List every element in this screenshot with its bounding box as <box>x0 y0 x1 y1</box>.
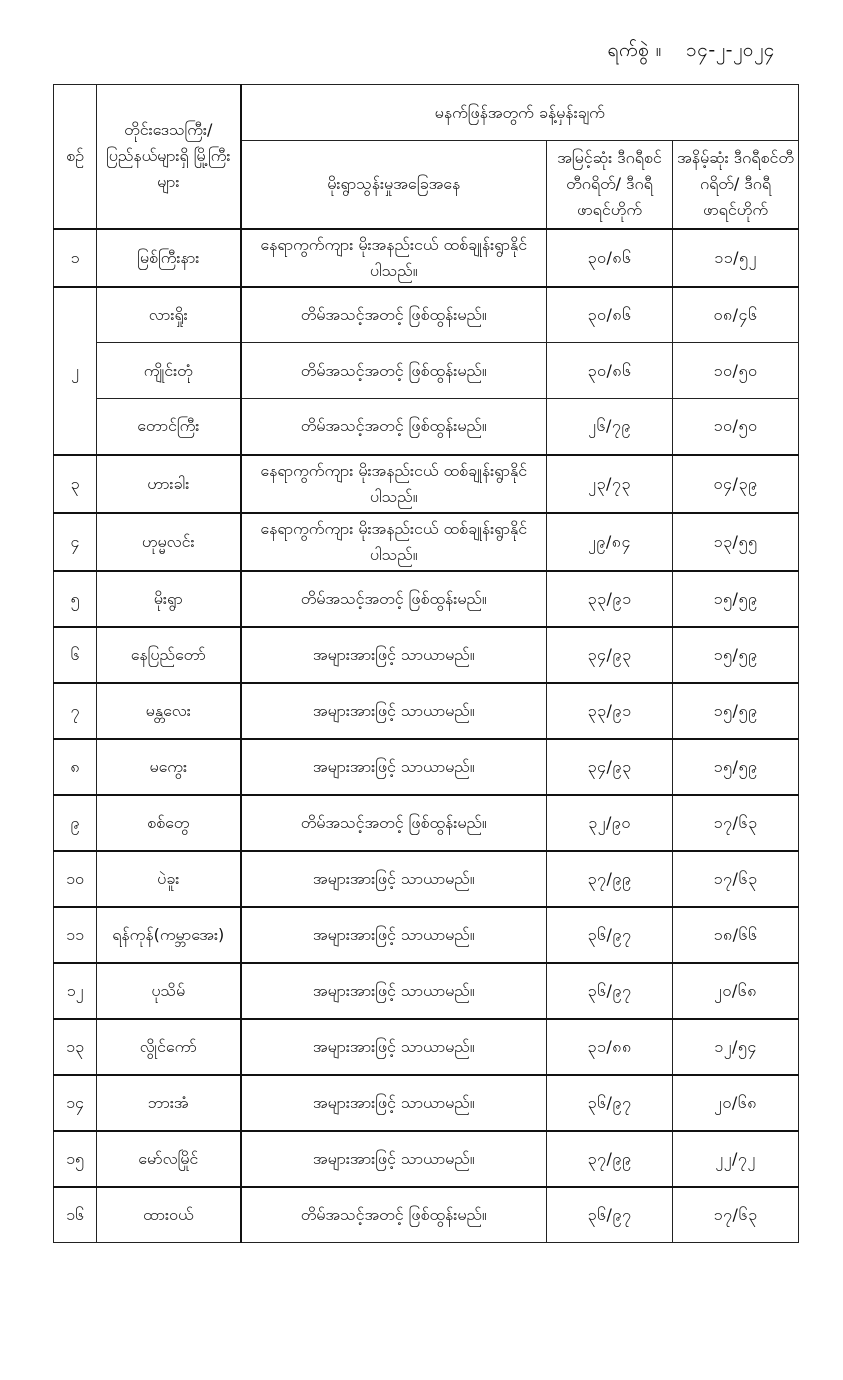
header-no: စဉ် <box>54 85 97 229</box>
row-city: ဘားအံ <box>97 1075 241 1131</box>
row-no: ၁ <box>54 229 97 287</box>
row-min: ၂၂/၇၂ <box>673 1131 799 1187</box>
row-max: ၃၁/၈၈ <box>547 1019 673 1075</box>
row-city: မန္တလေး <box>97 683 241 739</box>
row-city: စစ်တွေ <box>97 795 241 851</box>
row-no: ၁၆ <box>54 1187 97 1243</box>
row-no: ၆ <box>54 627 97 683</box>
header-min-temp: အနိမ့်ဆုံး ဒီဂရီစင်တီဂရိတ်/ ဒီဂရီဖာရင်ဟိုက် <box>673 141 799 229</box>
table-row <box>54 1075 799 1131</box>
report-date <box>608 38 775 66</box>
row-min: ၁၀/၅၀ <box>673 343 799 399</box>
row-weather: အများအားဖြင့် သာယာမည်။ <box>241 1075 547 1131</box>
row-weather: နေရာကွက်ကျား မိုးအနည်းငယ် ထစ်ချုန်းရွာနိုင်ပါသည်။ <box>241 455 547 513</box>
row-city: မော်လမြိုင် <box>97 1131 241 1187</box>
table-row <box>54 571 799 627</box>
row-min: ၁၅/၅၉ <box>673 683 799 739</box>
row-weather: အများအားဖြင့် သာယာမည်။ <box>241 1019 547 1075</box>
row-city: လွိုင်ကော် <box>97 1019 241 1075</box>
row-max: ၃၄/၉၃ <box>547 627 673 683</box>
row-no: ၁၃ <box>54 1019 97 1075</box>
row-city: ထားဝယ် <box>97 1187 241 1243</box>
row-max: ၃၃/၉၁ <box>547 683 673 739</box>
table-row <box>54 963 799 1019</box>
row-max: ၃၇/၉၉ <box>547 1131 673 1187</box>
row-city: ဟားခါး <box>97 455 241 513</box>
row-min: ၀၄/၃၉ <box>673 455 799 513</box>
row-no: ၁၂ <box>54 963 97 1019</box>
row-no: ၄ <box>54 513 97 571</box>
row-weather: အများအားဖြင့် သာယာမည်။ <box>241 683 547 739</box>
row-weather: အများအားဖြင့် သာယာမည်။ <box>241 739 547 795</box>
row-city: ရန်ကုန်(ကမ္ဘာအေး) <box>97 907 241 963</box>
table-row <box>54 1187 799 1243</box>
row-city: ပုသိမ် <box>97 963 241 1019</box>
table-row <box>54 795 799 851</box>
row-city: ကျိုင်းတုံ <box>97 343 241 399</box>
row-city: ပဲခူး <box>97 851 241 907</box>
row-min: ၂၀/၆၈ <box>673 963 799 1019</box>
row-min: ၁၇/၆၃ <box>673 851 799 907</box>
row-no: ၃ <box>54 455 97 513</box>
row-min: ၁၁/၅၂ <box>673 229 799 287</box>
header-city: တိုင်းဒေသကြီး/ ပြည်နယ်များရှိ မြို့ကြီးများ <box>97 85 241 229</box>
table-row <box>54 907 799 963</box>
row-max: ၂၆/၇၉ <box>547 399 673 455</box>
row-max: ၃၀/၈၆ <box>547 229 673 287</box>
row-min: ၁၅/၅၉ <box>673 739 799 795</box>
row-max: ၃၇/၉၉ <box>547 851 673 907</box>
row-no: ၁၁ <box>54 907 97 963</box>
date-label: ရက်စွဲ ။ <box>607 39 663 61</box>
row-weather: အများအားဖြင့် သာယာမည်။ <box>241 963 547 1019</box>
row-weather: တိမ်အသင့်အတင့် ဖြစ်ထွန်းမည်။ <box>241 399 547 455</box>
forecast-table <box>53 84 799 1243</box>
row-min: ၀၈/၄၆ <box>673 287 799 343</box>
row-no: ၉ <box>54 795 97 851</box>
table-row <box>54 1131 799 1187</box>
row-city: လားရှိုး <box>97 287 241 343</box>
row-max: ၃၆/၉၇ <box>547 1075 673 1131</box>
row-city: တောင်ကြီး <box>97 399 241 455</box>
header-forecast-group: မနက်ဖြန်အတွက် ခန့်မှန်းချက် <box>241 85 799 141</box>
table-row <box>54 455 799 513</box>
table-row <box>54 851 799 907</box>
row-city: နေပြည်တော် <box>97 627 241 683</box>
row-no: ၈ <box>54 739 97 795</box>
row-no: ၁၅ <box>54 1131 97 1187</box>
row-min: ၁၇/၆၃ <box>673 795 799 851</box>
row-no: ၂ <box>54 287 97 455</box>
table-row <box>54 287 799 343</box>
row-min: ၁၈/၆၆ <box>673 907 799 963</box>
row-max: ၂၉/၈၄ <box>547 513 673 571</box>
row-min: ၁၅/၅၉ <box>673 571 799 627</box>
row-max: ၃၂/၉၀ <box>547 795 673 851</box>
row-weather: အများအားဖြင့် သာယာမည်။ <box>241 1131 547 1187</box>
row-weather: တိမ်အသင့်အတင့် ဖြစ်ထွန်းမည်။ <box>241 571 547 627</box>
row-weather: တိမ်အသင့်အတင့် ဖြစ်ထွန်းမည်။ <box>241 287 547 343</box>
row-min: ၁၅/၅၉ <box>673 627 799 683</box>
row-city: မကွေး <box>97 739 241 795</box>
header-max-temp: အမြင့်ဆုံး ဒီဂရီစင်တီဂရိတ်/ ဒီဂရီဖာရင်ဟိုက် <box>547 141 673 229</box>
row-city: မိုးရွာ <box>97 571 241 627</box>
table-row <box>54 513 799 571</box>
row-weather: အများအားဖြင့် သာယာမည်။ <box>241 627 547 683</box>
row-weather: တိမ်အသင့်အတင့် ဖြစ်ထွန်းမည်။ <box>241 343 547 399</box>
table-row <box>54 627 799 683</box>
row-max: ၃၄/၉၃ <box>547 739 673 795</box>
row-min: ၁၀/၅၀ <box>673 399 799 455</box>
table-row <box>54 739 799 795</box>
row-no: ၅ <box>54 571 97 627</box>
row-max: ၃၆/၉၇ <box>547 1187 673 1243</box>
row-weather: နေရာကွက်ကျား မိုးအနည်းငယ် ထစ်ချုန်းရွာနိုင်ပါသည်။ <box>241 513 547 571</box>
row-weather: အများအားဖြင့် သာယာမည်။ <box>241 851 547 907</box>
row-weather: တိမ်အသင့်အတင့် ဖြစ်ထွန်းမည်။ <box>241 1187 547 1243</box>
row-no: ၁၄ <box>54 1075 97 1131</box>
row-min: ၁၃/၅၅ <box>673 513 799 571</box>
row-min: ၁၇/၆၃ <box>673 1187 799 1243</box>
table-row <box>54 229 799 287</box>
row-max: ၂၃/၇၃ <box>547 455 673 513</box>
row-city: မြစ်ကြီးနား <box>97 229 241 287</box>
row-weather: တိမ်အသင့်အတင့် ဖြစ်ထွန်းမည်။ <box>241 795 547 851</box>
header-weather: မိုးရွာသွန်းမှုအခြေအနေ <box>241 141 547 229</box>
row-no: ၇ <box>54 683 97 739</box>
table-row <box>54 399 799 455</box>
table-row <box>54 1019 799 1075</box>
row-min: ၁၂/၅၄ <box>673 1019 799 1075</box>
row-max: ၃၀/၈၆ <box>547 287 673 343</box>
row-city: ဟုမ္မလင်း <box>97 513 241 571</box>
row-max: ၃၆/၉၇ <box>547 907 673 963</box>
table-row <box>54 343 799 399</box>
row-no: ၁၀ <box>54 851 97 907</box>
row-weather: နေရာကွက်ကျား မိုးအနည်းငယ် ထစ်ချုန်းရွာနိုင်ပါသည်။ <box>241 229 547 287</box>
row-max: ၃၆/၉၇ <box>547 963 673 1019</box>
row-max: ၃၀/၈၆ <box>547 343 673 399</box>
row-weather: အများအားဖြင့် သာယာမည်။ <box>241 907 547 963</box>
date-value: ၁၄-၂-၂၀၂၄ <box>686 39 775 61</box>
row-max: ၃၃/၉၁ <box>547 571 673 627</box>
table-row <box>54 683 799 739</box>
row-min: ၂၀/၆၈ <box>673 1075 799 1131</box>
